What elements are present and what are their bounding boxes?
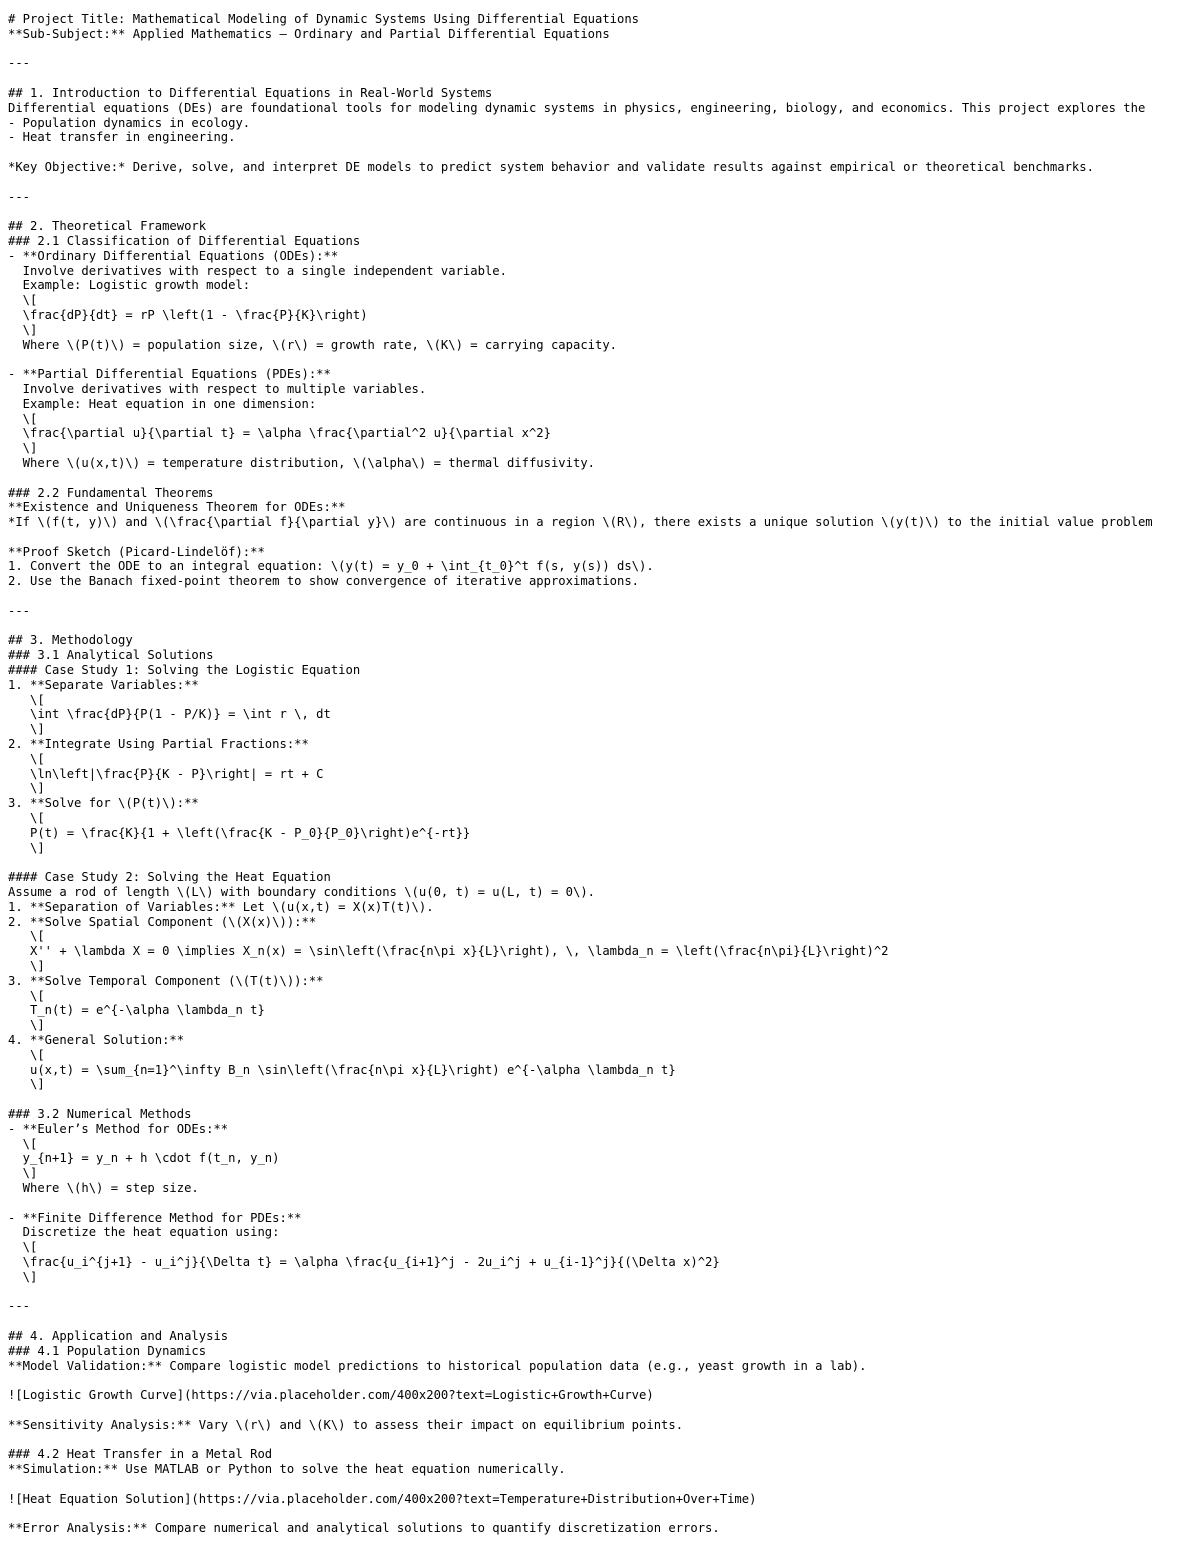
document-line: - **Finite Difference Method for PDEs:**	[8, 1210, 302, 1225]
document-line: **Model Validation:** Compare logistic model predictions to historical population data (e.g., yeast growth in a lab).	[8, 1358, 867, 1373]
document-line: ![Heat Equation Solution](https://via.placeholder.com/400x200?text=Temperature+Distribution+Over+Time)	[8, 1491, 757, 1506]
document-line: \[	[8, 293, 38, 308]
document-line: Differential equations (DEs) are foundational tools for modeling dynamic systems in physics, engineering, biology, and economics. This project explores the	[8, 100, 1146, 115]
document-line: ### 4.1 Population Dynamics	[8, 1343, 207, 1358]
document-line: 3. **Solve for \(P(t)\):**	[8, 796, 199, 811]
document-line: 4. **General Solution:**	[8, 1032, 185, 1047]
document-line	[8, 1314, 1200, 1329]
document-line	[8, 619, 1200, 634]
document-line: 1. **Separation of Variables:** Let \(u(x,t) = X(x)T(t)\).	[8, 899, 434, 914]
document-line: \]	[8, 1166, 38, 1181]
document-line: \[	[8, 1047, 45, 1062]
document-line: \]	[8, 441, 38, 456]
document-line: **Proof Sketch (Picard-Lindelöf):**	[8, 544, 265, 559]
document-line: ## 2. Theoretical Framework	[8, 219, 207, 234]
document-line: - Population dynamics in ecology.	[8, 115, 251, 130]
document-line: Where \(u(x,t)\) = temperature distribution, \(\alpha\) = thermal diffusivity.	[8, 455, 595, 470]
document-line: T_n(t) = e^{-\alpha \lambda_n t}	[8, 1003, 265, 1018]
document-line: # Project Title: Mathematical Modeling of Dynamic Systems Using Differential Equations	[8, 12, 640, 26]
document-line: \]	[8, 322, 38, 337]
document-line: **Simulation:** Use MATLAB or Python to solve the heat equation numerically.	[8, 1462, 566, 1477]
document-line: ## 1. Introduction to Differential Equations in Real-World Systems	[8, 85, 493, 100]
document-line: \]	[8, 1018, 45, 1033]
document-line: P(t) = \frac{K}{1 + \left(\frac{K - P_0}{P_0}\right)e^{-rt}}	[8, 825, 471, 840]
document-line: ---	[8, 189, 31, 204]
document-line: ### 2.2 Fundamental Theorems	[8, 485, 214, 500]
document-line: **Existence and Uniqueness Theorem for ODEs:**	[8, 500, 346, 515]
document-line: X'' + \lambda X = 0 \implies X_n(x) = \sin\left(\frac{n\pi x}{L}\right), \, \lambda_n = \left(\frac{n\pi}{L}\right)^2	[8, 944, 889, 959]
document-line: \[	[8, 1240, 38, 1255]
document-line	[8, 145, 1200, 160]
document-line: 2. **Solve Spatial Component (\(X(x)\)):**	[8, 914, 317, 929]
document-line: \]	[8, 1269, 38, 1284]
document-line: *Key Objective:* Derive, solve, and interpret DE models to predict system behavior and validate results against empirical or theoretical benchmarks.	[8, 159, 1094, 174]
document-line: ### 3.2 Numerical Methods	[8, 1106, 192, 1121]
document-line	[8, 471, 1200, 486]
document-line: *If \(f(t, y)\) and \(\frac{\partial f}{\partial y}\) are continuous in a region \(R\), there exists a unique solution \(y(t)\) to the initial value problem	[8, 515, 1153, 530]
document-line: ### 2.1 Classification of Differential Equations	[8, 233, 361, 248]
document-line: - **Ordinary Differential Equations (ODEs):**	[8, 248, 339, 263]
document-line: 1. Convert the ODE to an integral equation: \(y(t) = y_0 + \int_{t_0}^t f(s, y(s)) ds\).	[8, 559, 654, 574]
document-line	[8, 1196, 1200, 1211]
document-line: \frac{dP}{dt} = rP \left(1 - \frac{P}{K}\right)	[8, 307, 368, 322]
document-line: y_{n+1} = y_n + h \cdot f(t_n, y_n)	[8, 1151, 280, 1166]
document-line: Discretize the heat equation using:	[8, 1225, 280, 1240]
document-line: - **Euler’s Method for ODEs:**	[8, 1121, 229, 1136]
document-line: ## 3. Methodology	[8, 633, 133, 648]
document-line	[8, 1373, 1200, 1388]
document-line: 3. **Solve Temporal Component (\(T(t)\)):**	[8, 973, 324, 988]
document-line	[8, 855, 1200, 870]
document-line	[8, 204, 1200, 219]
document-line: \[	[8, 811, 45, 826]
document-line: Involve derivatives with respect to multiple variables.	[8, 381, 427, 396]
document-line	[8, 1403, 1200, 1418]
document-line: \]	[8, 959, 45, 973]
document-line: #### Case Study 2: Solving the Heat Equation	[8, 870, 331, 885]
document-line: Where \(h\) = step size.	[8, 1180, 199, 1195]
document-line: \frac{u_i^{j+1} - u_i^j}{\Delta t} = \alpha \frac{u_{i+1}^j - 2u_i^j + u_{i-1}^j}{(\Delta x)^2}	[8, 1254, 720, 1269]
document-line: Assume a rod of length \(L\) with boundary conditions \(u(0, t) = u(L, t) = 0\).	[8, 885, 595, 900]
document-line: 2. **Integrate Using Partial Fractions:**	[8, 737, 309, 752]
document-line: **Sensitivity Analysis:** Vary \(r\) and \(K\) to assess their impact on equilibrium points.	[8, 1417, 684, 1432]
document-line: \[	[8, 988, 45, 1003]
document-line: \]	[8, 1077, 45, 1092]
document-line: u(x,t) = \sum_{n=1}^\infty B_n \sin\left(\frac{n\pi x}{L}\right) e^{-\alpha \lambda_n t}	[8, 1062, 676, 1077]
document-line: \]	[8, 840, 45, 855]
document-line: \[	[8, 411, 38, 426]
document-line: \[	[8, 929, 45, 944]
document-line	[8, 1506, 1200, 1521]
document-line	[8, 352, 1200, 367]
document-line: ### 4.2 Heat Transfer in a Metal Rod	[8, 1447, 273, 1462]
document-line: \frac{\partial u}{\partial t} = \alpha \frac{\partial^2 u}{\partial x^2}	[8, 426, 551, 441]
document-line	[8, 71, 1200, 86]
document-line: #### Case Study 1: Solving the Logistic Equation	[8, 663, 361, 678]
document-line: \[	[8, 692, 45, 707]
document-line: \int \frac{dP}{P(1 - P/K)} = \int r \, dt	[8, 707, 331, 722]
document-line: 2. Use the Banach fixed-point theorem to show convergence of iterative approximations.	[8, 574, 640, 589]
document-line: Example: Heat equation in one dimension:	[8, 396, 317, 411]
document-line: - **Partial Differential Equations (PDEs):**	[8, 367, 331, 382]
document-line: \]	[8, 781, 45, 796]
document-line: **Error Analysis:** Compare numerical and analytical solutions to quantify discretization errors.	[8, 1521, 720, 1536]
document-line: ---	[8, 1299, 31, 1314]
document-line: 1. **Separate Variables:**	[8, 677, 199, 692]
document-line	[8, 1285, 1200, 1300]
document-line: Involve derivatives with respect to a single independent variable.	[8, 263, 507, 278]
document-line: Example: Logistic growth model:	[8, 278, 251, 293]
document-line: \[	[8, 1136, 38, 1151]
document-line	[8, 1092, 1200, 1107]
document-line: ### 3.1 Analytical Solutions	[8, 648, 214, 663]
document-line	[8, 42, 1200, 57]
document-line	[8, 530, 1200, 545]
document-line: ---	[8, 56, 31, 71]
document-line: ---	[8, 603, 31, 618]
document-line: \ln\left|\frac{P}{K - P}\right| = rt + C	[8, 766, 324, 781]
document-line	[8, 1433, 1200, 1448]
document-line: - Heat transfer in engineering.	[8, 130, 236, 145]
document-line: Where \(P(t)\) = population size, \(r\) = growth rate, \(K\) = carrying capacity.	[8, 337, 618, 352]
document-line: ![Logistic Growth Curve](https://via.placeholder.com/400x200?text=Logistic+Growth+Curve)	[8, 1388, 654, 1403]
document-line	[8, 589, 1200, 604]
document-line: **Sub-Subject:** Applied Mathematics – Ordinary and Partial Differential Equations	[8, 26, 610, 41]
document-line: \[	[8, 751, 45, 766]
document-line: ## 4. Application and Analysis	[8, 1328, 229, 1343]
document-line: \]	[8, 722, 45, 737]
document-line	[8, 175, 1200, 190]
document-line	[8, 1477, 1200, 1492]
